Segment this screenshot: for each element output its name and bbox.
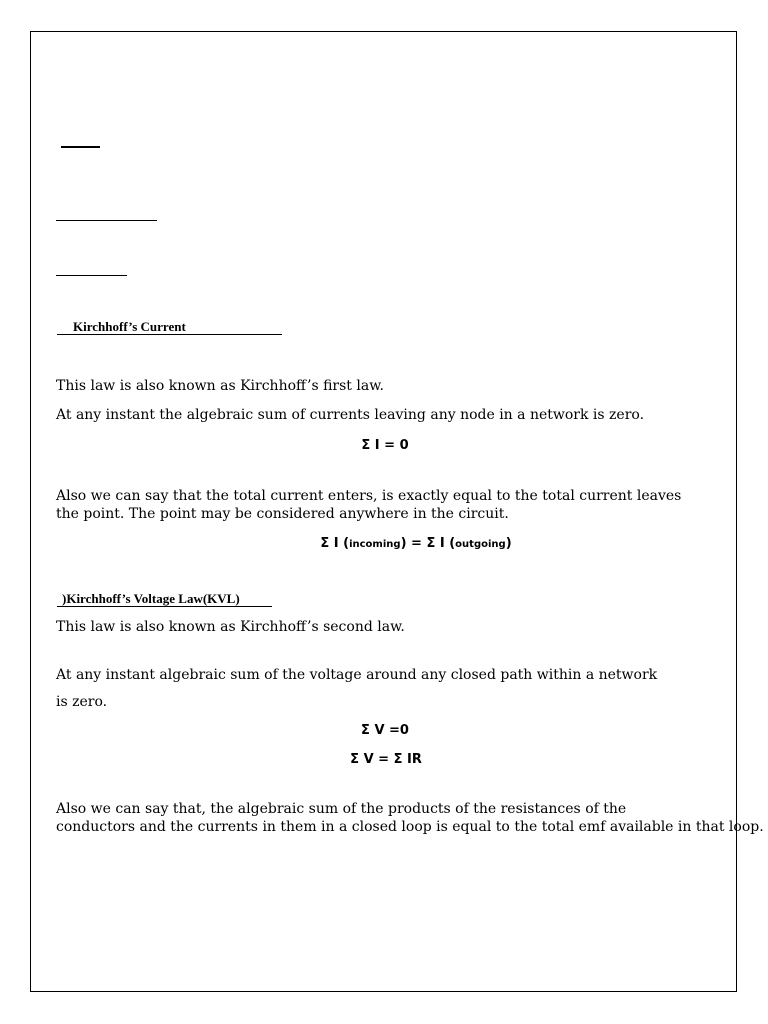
kvl-paragraph-1-line-2: is zero. — [56, 694, 108, 710]
kcl-paragraph-line-1: Also we can say that the total current enters, is exactly equal to the total current leaves — [56, 488, 682, 504]
kcl-heading: Kirchhoff’s Current — [73, 319, 186, 334]
formula2-end: ) — [505, 536, 512, 551]
blank-rule-1 — [61, 146, 100, 148]
kvl-heading-underline — [57, 606, 272, 607]
kcl-formula-2 — [320, 536, 511, 553]
kcl-paragraph-line-2: the point. The point may be considered anywhere in the circuit. — [56, 506, 509, 522]
formula2-mid: ) = Σ I ( — [400, 536, 456, 551]
formula2-left: Σ I ( — [320, 536, 350, 551]
kvl-formula-1: Σ V =0 — [361, 723, 409, 738]
kvl-formula-2: Σ V = Σ IR — [350, 752, 422, 767]
kcl-line-2: At any instant the algebraic sum of currents leaving any node in a network is zero. — [56, 407, 645, 423]
kvl-paragraph-2-line-2: conductors and the currents in them in a closed loop is equal to the total emf available in that loop. — [56, 819, 764, 835]
formula2-sub-outgoing: outgoing — [455, 539, 506, 550]
kvl-paragraph-1-line-1: At any instant algebraic sum of the voltage around any closed path within a network — [56, 667, 658, 683]
kcl-heading-underline — [57, 334, 282, 335]
kvl-line-1: This law is also known as Kirchhoff’s second law. — [56, 619, 405, 635]
kcl-line-1: This law is also known as Kirchhoff’s first law. — [56, 378, 384, 394]
kvl-paragraph-2-line-1: Also we can say that, the algebraic sum of the products of the resistances of the — [56, 801, 627, 817]
formula2-sub-incoming: incoming — [349, 539, 401, 550]
kcl-formula-1: Σ I = 0 — [361, 438, 409, 453]
blank-rule-3 — [56, 275, 127, 276]
kvl-heading: )Kirchhoff’s Voltage Law(KVL) — [62, 591, 240, 606]
blank-rule-2 — [56, 220, 157, 221]
